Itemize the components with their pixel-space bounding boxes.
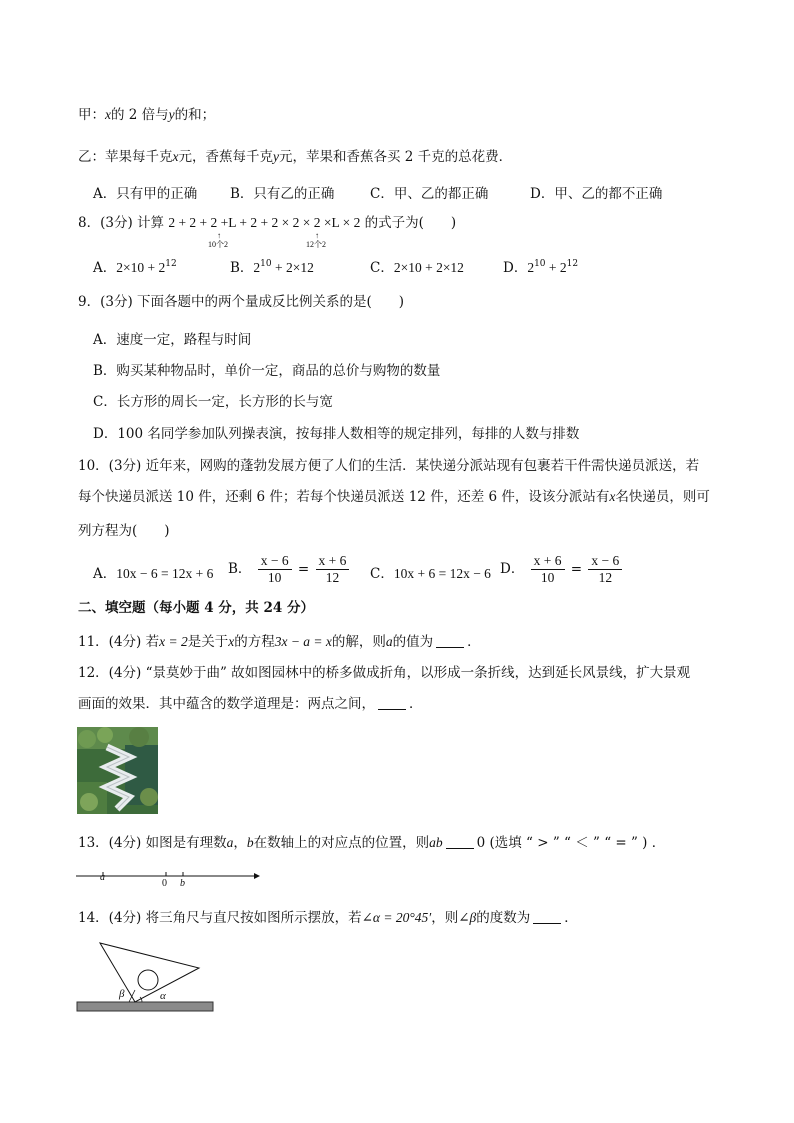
q8-option-a: A．$2\times 10 + 2^{12}$ (93, 259, 177, 276)
q8-brace-label-1: ↑ 10个2 (208, 231, 228, 249)
q7-yi: 乙：苹果每千克x元，香蕉每千克y元，苹果和香蕉各买 2 千克的总花费． (78, 149, 513, 165)
q10-d-fraction-left: $\frac{x + 6}{10}$ (531, 553, 565, 586)
number-line-label-a: a (100, 872, 105, 883)
zigzag-bridge-photo (77, 727, 158, 814)
q8-stem: 8．(3分) 计算 2 + 2 + 2 +L + 2 + 2 × 2 × 2 ×L × 2 的式子为( ) (78, 215, 457, 231)
q10-line-3: 列方程为( ) (78, 523, 170, 539)
q14-stem: 14．(4分) 将三角尺与直尺按如图所示摆放，若∠α = 20°45′，则∠β的度数为 ． (78, 910, 578, 926)
number-line-label-b: b (180, 878, 185, 889)
q13-stem: 13．(4分) 如图是有理数a，b在数轴上的对应点的位置，则ab 0 (选填 “ > ” “ ＜ ” “ = ” ) ． (78, 835, 666, 851)
q10-line-1: 10．(3分) 近年来，网购的蓬勃发展方便了人们的生活．某快递分派站现有包裹若干件需快递员派送，若 (78, 458, 700, 474)
number-line-label-0: 0 (162, 878, 167, 889)
q10-line-2: 每个快递员派送 10 件，还剩 6 件；若每个快递员派送 12 件，还差 6 件，设该分派站有x名快递员，则可 (78, 489, 710, 505)
q10-b-fraction-left: $\frac{x - 6}{10}$ (258, 553, 292, 586)
q7-option-d: D．甲、乙的都不正确 (530, 186, 663, 202)
triangle-ruler-svg (76, 938, 218, 1014)
q10-option-b: B． $\frac{x - 6}{10}$ = $\frac{x + 6}{12}$ (228, 553, 351, 586)
q8-option-c: C．2×10 + 2×12 (370, 260, 464, 276)
q10-option-d: D． $\frac{x + 6}{10}$ = $\frac{x - 6}{12}$ (500, 553, 624, 586)
q9-option-c: C．长方形的周长一定，长方形的长与宽 (93, 394, 333, 410)
q12-answer-blank (378, 695, 406, 710)
q7-option-b: B．只有乙的正确 (230, 186, 335, 202)
q9-stem: 9．(3分) 下面各题中的两个量成反比例关系的是( ) (78, 294, 405, 310)
q14-answer-blank (533, 909, 561, 924)
q8-brace-label-2: ↑ 12个2 (306, 231, 326, 249)
q10-d-fraction-right: $\frac{x - 6}{12}$ (588, 553, 622, 586)
q7-option-c: C．甲、乙的都正确 (370, 186, 489, 202)
q9-option-d: D．100 名同学参加队列操表演，按每排人数相等的规定排列，每排的人数与排数 (93, 426, 580, 442)
q8-option-b: B．$2^{10} + 2\times 12$ (230, 259, 314, 276)
q12-line-2: 画面的效果．其中蕴含的数学道理是：两点之间， ． (78, 696, 423, 712)
q11-answer-blank (436, 633, 464, 648)
number-line (76, 866, 261, 892)
q13-answer-blank (446, 834, 474, 849)
q12-line-1: 12．(4分) “景莫妙于曲” 故如图园林中的桥多做成折角，以形成一条折线，达到延长风景线，扩大景观 (78, 665, 691, 681)
q9-option-a: A．速度一定，路程与时间 (93, 332, 252, 348)
q11-stem: 11．(4分) 若x = 2是关于x的方程3x − a = x的解，则a的值为 ． (78, 634, 481, 650)
q10-option-c: C．10x + 6 = 12x − 6 (370, 566, 491, 582)
angle-beta-label: β (119, 988, 125, 1000)
q10-b-fraction-right: $\frac{x + 6}{12}$ (316, 553, 350, 586)
triangle-ruler-figure (76, 938, 218, 1014)
q7-jia: 甲：x的 2 倍与y的和； (78, 107, 216, 123)
q7-option-a: A．只有甲的正确 (93, 186, 198, 202)
zigzag-bridge-image (77, 727, 158, 814)
q8-option-d: D．$2^{10} + 2^{12}$ (503, 259, 579, 276)
q9-option-b: B．购买某种物品时，单价一定，商品的总价与购物的数量 (93, 363, 441, 379)
q10-option-a: A．10x − 6 = 12x + 6 (93, 566, 214, 582)
section-title-fill-in: 二、填空题（每小题 4 分，共 24 分） (78, 600, 314, 616)
angle-alpha-label: α (160, 990, 166, 1002)
